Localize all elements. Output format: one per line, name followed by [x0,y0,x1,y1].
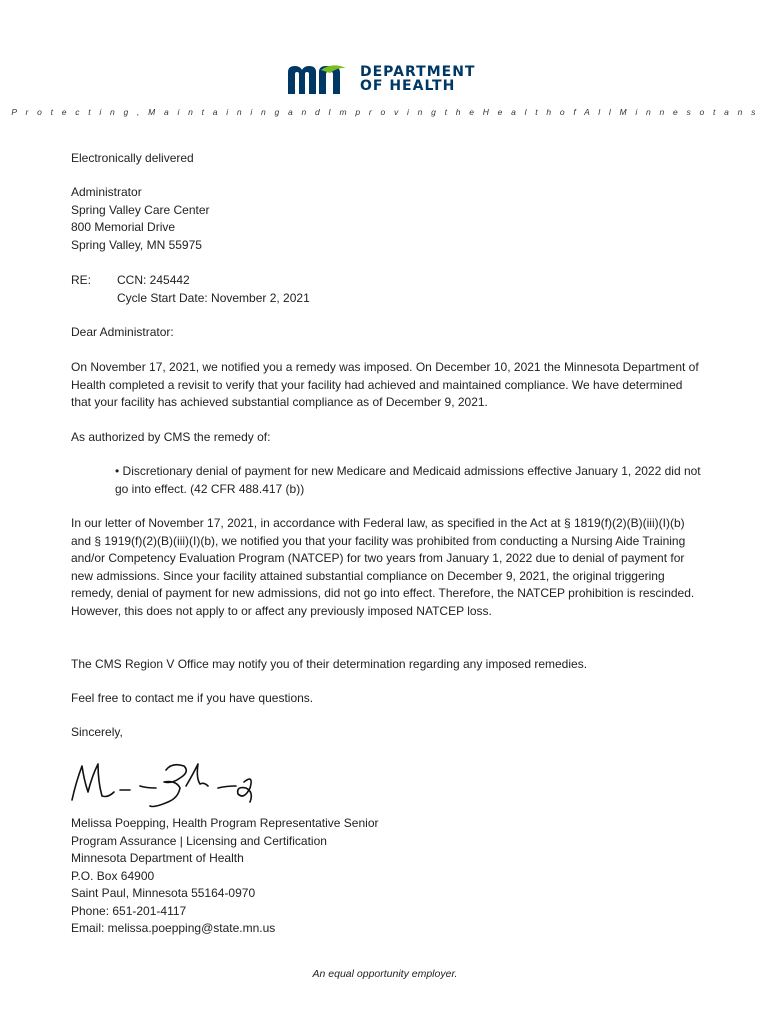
mn-logo-mark-icon [288,64,354,94]
sender-division: Program Assurance | Licensing and Certification [71,833,327,848]
sender-signature-block [71,815,379,938]
sender-name-title: Melissa Poepping, Health Program Representative Senior [71,816,379,830]
footer-equal-opportunity: An equal opportunity employer. [312,968,458,980]
paragraph-cms-region: The CMS Region V Office may notify you of their determination regarding any imposed remedies. [71,657,588,671]
address-line: Spring Valley, MN 55975 [71,237,202,252]
mdh-logo [288,62,475,96]
address-line: Spring Valley Care Center [71,202,210,217]
remedy-bullet-item: • Discretionary denial of payment for new Medicare and Medicaid admissions effective January 1, 2022 did not go into effect. (42 CFR 488.417 (b)) [115,464,701,496]
sender-phone: Phone: 651-201-4117 [71,903,187,918]
paragraph-contact: Feel free to contact me if you have questions. [71,691,314,705]
handwritten-signature [68,752,268,819]
address-line: 800 Memorial Drive [71,220,176,234]
sender-po-box: P.O. Box 64900 [71,868,155,883]
sender-city: Saint Paul, Minnesota 55164-0970 [71,886,256,900]
tagline: P r o t e c t i n g , M a i n t a i n i n g a n d I m p r o v i n g t h e H e a l t h o f A l l M i n n e s o t a n s [11,107,759,117]
salutation: Dear Administrator: [71,325,174,339]
re-details [117,272,310,307]
address-line: Administrator [71,185,142,199]
recipient-address [71,184,210,254]
delivery-method: Electronically delivered [71,151,194,165]
closing: Sincerely, [71,725,123,739]
re-label: RE: [71,273,92,287]
re-line-cycle-start: Cycle Start Date: November 2, 2021 [117,290,310,305]
paragraph-compliance: On November 17, 2021, we notified you a remedy was imposed. On December 10, 2021 the Minnesota Department of Health completed a revisit to verify that your facility had achieved and maintained compliance. We have determined that your facility has achieved substantial compliance as of December 9, 2021. [71,360,699,409]
paragraph-natcep: In our letter of November 17, 2021, in accordance with Federal law, as specified in the Act at § 1819(f)(2)(B)(iii)(I)(b) and § 1919(f)(2)(B)(iii)(I)(b), we notified you that your facility was prohibited from conducting a Nursing Aide Training and/or Competency Evaluation Program (NATCEP) for two years from January 1, 2022 due to denial of payment for new admissions. Since your facility attained substantial compliance on December 9, 2021, the original triggering remedy, denial of payment for new admissions, did not go into effect. Therefore, the NATCEP prohibition is rescinded. However, this does not apply to or affect any previously imposed NATCEP loss. [71,516,695,618]
paragraph-remedy-intro: As authorized by CMS the remedy of: [71,430,271,444]
sender-department: Minnesota Department of Health [71,851,244,865]
re-line-ccn: CCN: 245442 [117,273,190,287]
org-name: DEPARTMENT OF HEALTH [360,64,476,94]
sender-email: Email: melissa.poepping@state.mn.us [71,921,276,935]
